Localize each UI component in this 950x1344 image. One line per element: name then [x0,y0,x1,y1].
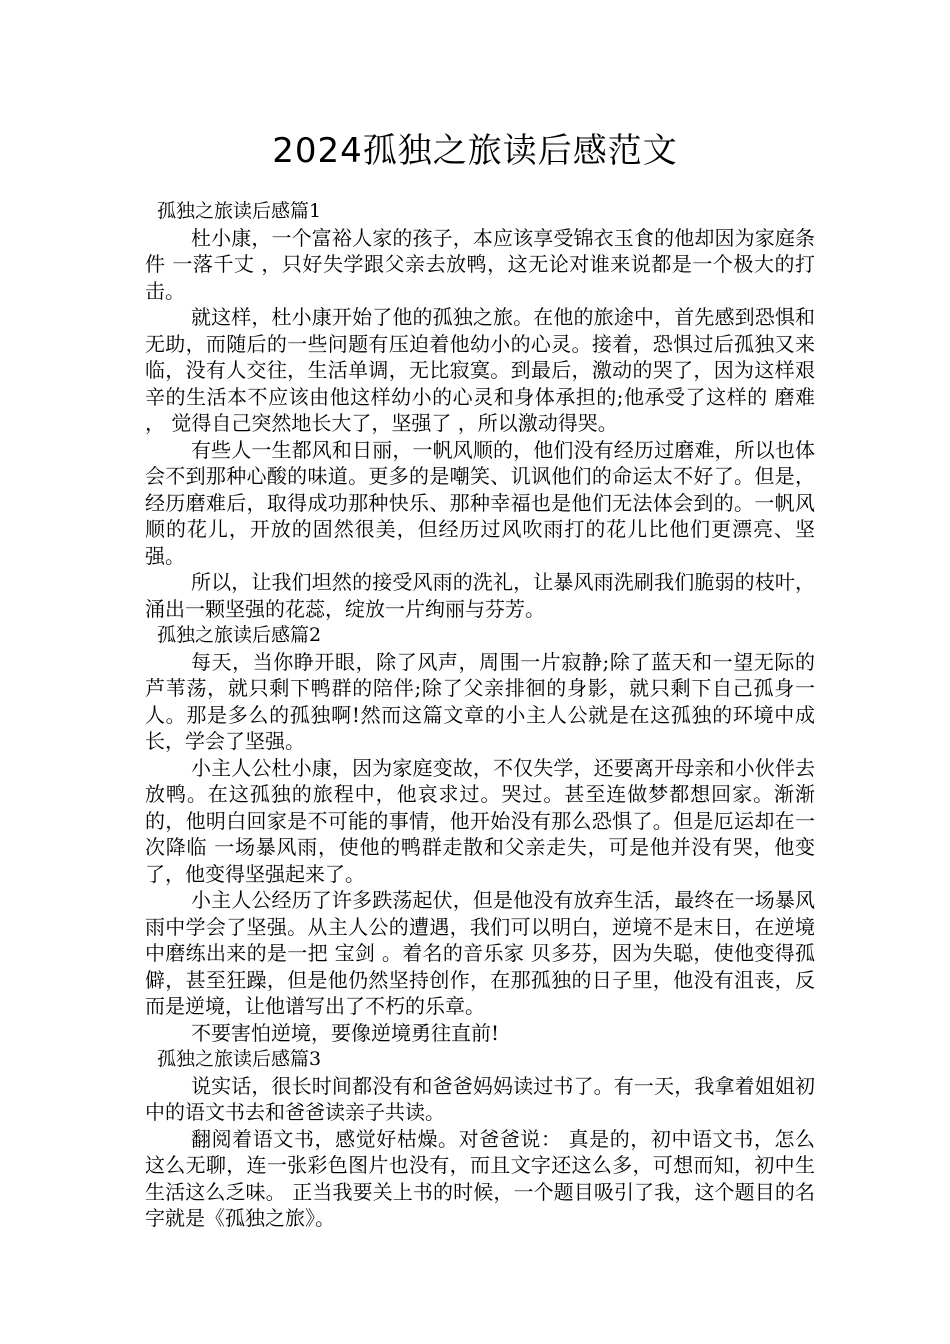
section-heading: 孤独之旅读后感篇2 [157,624,322,646]
paragraph: 就这样，杜小康开始了他的孤独之旅。在他的旅途中，首先感到恐惧和无助，而随后的一些问题有压迫着他幼小的心灵。接着，恐惧过后孤独又来临，没有人交往，生活单调，无比寂寞。到最后，激动的哭了，因为这样艰辛的生活本不应该由他这样幼小的心灵和身体承担的;他承受了这样的 磨难 ， 觉得自己突然地长大了，坚强了 ，所以激动得哭。 [145,305,815,435]
section-1 [145,198,815,622]
paragraph: 翻阅着语文书，感觉好枯燥。对爸爸说： 真是的，初中语文书，怎么这么无聊，连一张彩色图片也没有，而且文字还这么多，可想而知，初中生生活这么乏味。 正当我要关上书的时候，一个题目吸引了我，这个题目的名字就是《孤独之旅》。 [145,1126,815,1230]
paragraph: 不要害怕逆境，要像逆境勇往直前! [191,1020,500,1045]
section-heading: 孤独之旅读后感篇1 [157,200,322,222]
paragraph: 说实话，很长时间都没有和爸爸妈妈读过书了。有一天，我拿着姐姐初中的语文书去和爸爸读亲子共读。 [145,1073,815,1124]
section-3 [145,1046,815,1232]
paragraph: 所以，让我们坦然的接受风雨的洗礼，让暴风雨洗刷我们脆弱的枝叶，涌出一颗坚强的花蕊，绽放一片绚丽与芬芳。 [145,570,815,621]
document-body [145,198,815,1232]
document-title: 2024孤独之旅读后感范文 [272,131,678,171]
paragraph: 小主人公杜小康，因为家庭变故，不仅失学，还要离开母亲和小伙伴去放鸭。在这孤独的旅程中，他哀求过。哭过。甚至连做梦都想回家。渐渐的，他明白回家是不可能的事情，他开始没有那么恐惧了。但是厄运却在一次降临 一场暴风雨，使他的鸭群走散和父亲走失，可是他并没有哭，他变了，他变得坚强起来了。 [145,755,815,886]
section-2 [145,622,815,1046]
paragraph: 每天，当你睁开眼，除了风声，周围一片寂静;除了蓝天和一望无际的芦苇荡，就只剩下鸭群的陪伴;除了父亲排徊的身影，就只剩下自己孤身一人。那是多么的孤独啊!然而这篇文章的小主人公就是在这孤独的环境中成长，学会了坚强。 [145,649,815,753]
section-heading: 孤独之旅读后感篇3 [157,1048,322,1070]
paragraph: 有些人一生都风和日丽，一帆风顺的，他们没有经历过磨难，所以也体会不到那种心酸的味道。更多的是嘲笑、讥讽他们的命运太不好了。但是，经历磨难后，取得成功那种快乐、那种幸福也是他们无法体会到的。一帆风顺的花儿，开放的固然很美，但经历过风吹雨打的花儿比他们更漂亮、坚强。 [145,437,815,568]
paragraph: 小主人公经历了许多跌荡起伏，但是他没有放弃生活，最终在一场暴风雨中学会了坚强。从主人公的遭遇，我们可以明白，逆境不是末日，在逆境中磨练出来的是一把 宝剑 。着名的音乐家 贝多芬，因为失聪，使他变得孤僻，甚至狂躁，但是他仍然坚持创作，在那孤独的日子里，他没有沮丧，反而是逆境，让他谱写出了不朽的乐章。 [145,888,815,1018]
paragraph: 杜小康，一个富裕人家的孩子，本应该享受锦衣玉食的他却因为家庭条件 一落千丈 ，只好失学跟父亲去放鸭，这无论对谁来说都是一个极大的打击。 [145,225,815,303]
